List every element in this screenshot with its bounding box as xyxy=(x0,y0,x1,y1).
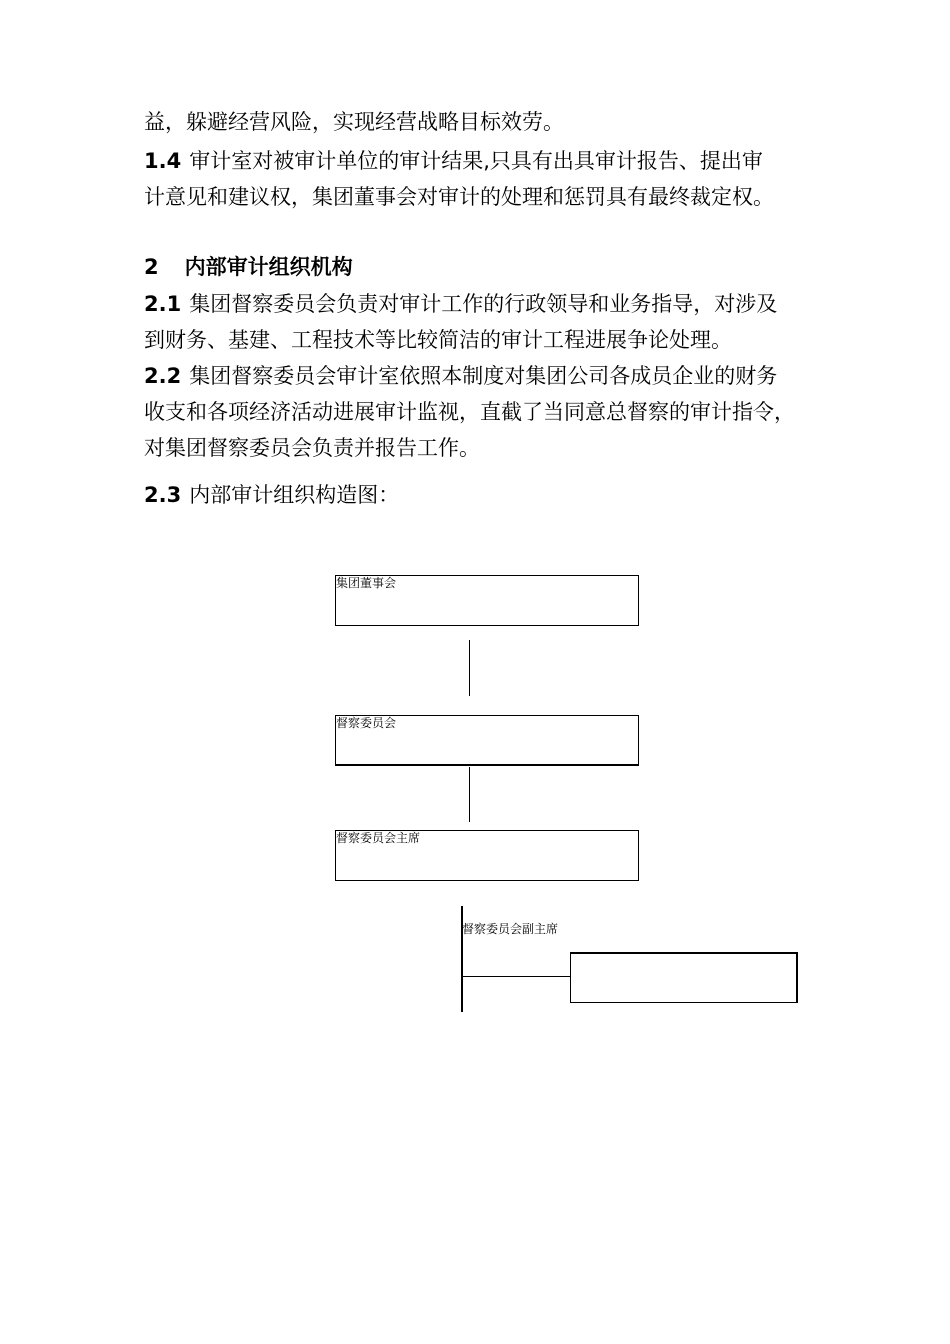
paragraph-1-4 xyxy=(144,143,834,179)
paragraph-1-4-cont xyxy=(144,179,834,215)
paragraph-line: 到财务、基建、工程技术等比较简洁的审计工程进展争论处理。 xyxy=(144,328,732,352)
chairman-box xyxy=(335,830,639,881)
paragraph-line: 审计室对被审计单位的审计结果,只具有出具审计报告、提出审 xyxy=(189,149,763,173)
paragraph-continued xyxy=(144,104,834,140)
paragraph-line: 对集团督察委员会负责并报告工作。 xyxy=(144,436,480,460)
board-label: 集团董事会 xyxy=(336,576,397,590)
connector-line xyxy=(469,640,470,696)
paragraph-line: 计意见和建议权，集团董事会对审计的处理和惩罚具有最终裁定权。 xyxy=(144,185,774,209)
paragraph-2-2 xyxy=(144,358,834,394)
board-box xyxy=(335,575,639,626)
committee-box xyxy=(335,715,639,766)
connector-line xyxy=(463,976,571,977)
section-number: 2 xyxy=(144,255,159,279)
clause-number: 2.1 xyxy=(144,292,182,316)
clause-number: 2.3 xyxy=(144,483,182,507)
paragraph-line: 集团督察委员会审计室依照本制度对集团公司各成员企业的财务 xyxy=(189,364,778,388)
committee-label: 督察委员会 xyxy=(336,716,397,730)
section-title: 内部审计组织机构 xyxy=(184,255,353,279)
paragraph-2-2-cont xyxy=(144,394,834,430)
paragraph-2-2-cont2 xyxy=(144,430,834,466)
paragraph-line: 内部审计组织构造图： xyxy=(189,483,400,507)
paragraph-2-3 xyxy=(144,477,834,513)
chairman-label: 督察委员会主席 xyxy=(336,831,421,845)
section-heading xyxy=(144,249,834,285)
connector-line xyxy=(469,767,470,822)
vice-chairman-box xyxy=(570,952,798,1003)
paragraph-line: 集团督察委员会负责对审计工作的行政领导和业务指导，对涉及 xyxy=(189,292,778,316)
clause-number: 2.2 xyxy=(144,364,182,388)
vice-chairman-label: 督察委员会副主席 xyxy=(462,922,559,936)
paragraph-text: 益，躲避经营风险，实现经营战略目标效劳。 xyxy=(144,110,564,134)
paragraph-2-1-cont xyxy=(144,322,834,358)
paragraph-line: 收支和各项经济活动进展审计监视，直截了当同意总督察的审计指令， xyxy=(144,400,795,424)
paragraph-2-1 xyxy=(144,286,834,322)
clause-number: 1.4 xyxy=(144,149,182,173)
